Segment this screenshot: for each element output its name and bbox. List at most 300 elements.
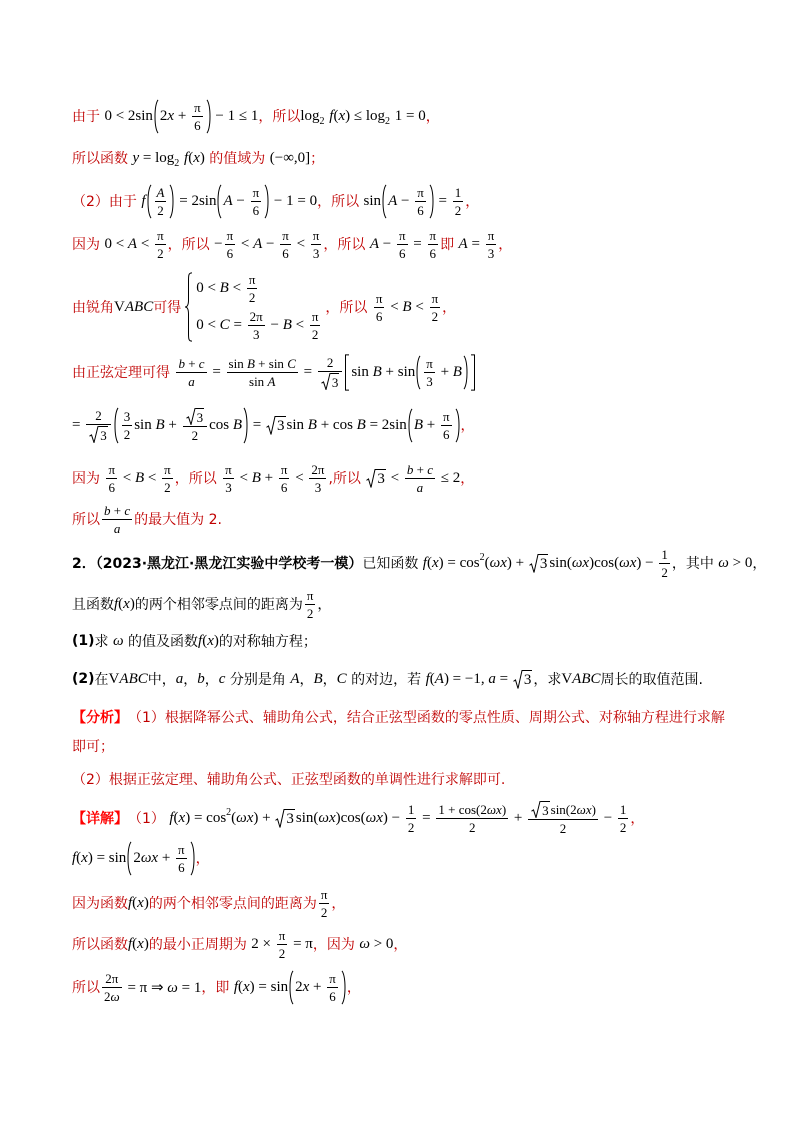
solution-text: 的最大值为 2.	[134, 512, 222, 528]
text-line	[72, 272, 457, 342]
parenthesized-group	[113, 407, 249, 444]
solution-text: ，因为	[312, 937, 360, 953]
math-expression: C	[336, 670, 347, 687]
parenthesized-group	[407, 408, 461, 443]
solution-text: 因为	[72, 237, 105, 253]
math-expression: 2	[248, 290, 256, 305]
math-expression: B +	[413, 416, 439, 433]
math-expression: 2x +	[159, 107, 191, 124]
denominator	[318, 372, 343, 390]
math-expression: sin(ωx)cos(ωx) −	[549, 554, 658, 571]
problem-text: ，求	[533, 672, 562, 688]
subscript: 2	[385, 115, 391, 127]
question-heading: (2)	[72, 671, 95, 687]
question-heading: (1)	[72, 633, 95, 649]
numerator	[618, 802, 629, 819]
math-expression: +	[510, 809, 527, 826]
math-expression: 2	[407, 819, 415, 835]
radical-sign-icon	[321, 373, 331, 390]
numerator	[251, 185, 262, 202]
numerator	[415, 185, 426, 202]
math-expression: 6	[226, 245, 234, 261]
solution-text: 即可；	[72, 739, 114, 755]
math-expression: π	[375, 290, 383, 306]
math-expression: f(x) = cos	[169, 809, 227, 826]
math-expression: 2	[278, 945, 286, 961]
fraction	[155, 228, 166, 261]
solution-text: 的最小正周期为	[148, 937, 252, 953]
numerator	[406, 802, 417, 819]
math-expression: 1 + cos(2ωx)	[438, 801, 507, 817]
math-expression: =	[409, 235, 426, 252]
math-expression: A −	[369, 235, 395, 252]
fraction	[441, 409, 452, 442]
denominator	[618, 819, 629, 835]
denominator	[102, 988, 122, 1004]
fraction	[247, 272, 258, 305]
solution-text: ，即	[201, 980, 234, 996]
math-expression: 3	[225, 479, 232, 495]
numerator	[247, 272, 258, 289]
radicand: 3	[286, 810, 294, 827]
math-expression: a	[188, 373, 195, 389]
radicand: 3	[542, 802, 549, 818]
radical-sign-icon	[275, 809, 285, 828]
fraction	[102, 503, 132, 536]
denominator	[374, 308, 385, 324]
numerator	[453, 185, 464, 202]
denominator	[327, 988, 338, 1004]
numerator	[405, 462, 435, 479]
math-expression: < B <	[119, 469, 161, 486]
solution-text: ，	[442, 300, 457, 316]
solution-text: 可得	[153, 300, 182, 316]
solution-text: ，	[346, 980, 361, 996]
math-expression: 2	[123, 426, 131, 442]
math-expression: 3	[123, 408, 131, 424]
denominator	[223, 479, 234, 495]
left-brace-icon	[184, 272, 193, 342]
system-row	[196, 309, 322, 342]
group-content	[153, 185, 169, 218]
fraction	[311, 228, 322, 261]
parenthesized-group	[126, 841, 195, 876]
math-expression: π	[164, 461, 171, 477]
fraction	[176, 356, 206, 389]
fraction	[248, 309, 265, 342]
problem-text: 的两个相邻零点间的距离为	[134, 597, 303, 613]
math-expression: 2ω	[104, 988, 120, 1004]
math-expression: b + c	[178, 355, 205, 371]
numerator	[192, 100, 203, 117]
math-expression: sin	[363, 192, 382, 209]
solution-text: 由于	[72, 109, 105, 125]
math-expression: π	[225, 461, 232, 477]
denominator	[406, 819, 417, 835]
math-expression: 2	[95, 407, 102, 423]
math-expression: 2	[157, 245, 164, 261]
problem-text: 求	[94, 634, 113, 650]
inequality-system	[184, 272, 322, 342]
math-expression: (ωx) +	[231, 809, 275, 826]
math-expression: π	[320, 886, 328, 902]
denominator	[486, 245, 497, 261]
math-expression: 1 = 0	[391, 107, 426, 124]
math-expression: cos B	[209, 416, 243, 433]
numerator	[227, 356, 298, 373]
math-expression: f(x) = sin	[72, 849, 127, 866]
group-content	[351, 355, 469, 390]
fraction	[428, 228, 439, 261]
math-expression: sin B + cos B = 2sin	[286, 416, 407, 433]
math-expression: π	[417, 184, 424, 200]
denominator	[659, 564, 670, 580]
denominator	[176, 373, 206, 389]
radical-sign-icon	[89, 426, 99, 443]
math-expression: 2	[431, 308, 439, 324]
solution-text: ，所以	[167, 237, 215, 253]
numerator	[436, 802, 508, 819]
math-expression: 6	[417, 202, 424, 218]
math-expression: 3	[252, 327, 260, 342]
fraction	[279, 462, 290, 495]
math-expression: 3	[426, 373, 433, 389]
numerator	[327, 971, 338, 988]
math-expression: 2 ×	[251, 935, 275, 952]
math-expression: π	[252, 184, 260, 200]
radical-sign-icon	[366, 469, 376, 488]
right-paren-icon	[341, 970, 347, 1005]
math-expression: VABC	[114, 298, 154, 315]
solution-text: （1）根据降幂公式、辅助角公式，结合正弦型函数的零点性质、周期公式、对称轴方程进行求解	[128, 710, 725, 726]
math-expression: 3	[314, 479, 322, 495]
problem-text: ，	[299, 672, 314, 688]
fraction	[227, 356, 298, 389]
numerator	[319, 887, 330, 904]
math-expression: f(x)	[114, 595, 135, 612]
text-line	[72, 395, 475, 455]
fraction	[309, 462, 326, 495]
solution-text: ，所以	[317, 194, 364, 210]
radical-sign-icon	[266, 416, 276, 435]
system-row	[196, 272, 322, 305]
math-expression: =	[249, 416, 266, 433]
math-expression: − 1 ≤ 1	[211, 107, 259, 124]
fraction	[659, 547, 670, 580]
solution-text: 所以	[72, 512, 100, 528]
math-expression: 0 < A <	[104, 235, 154, 252]
solution-text: ，	[331, 896, 346, 912]
section-label: 【分析】	[72, 710, 128, 726]
solution-text: ，所以	[174, 471, 222, 487]
math-expression: 6	[108, 479, 115, 495]
left-paren-icon	[288, 970, 294, 1005]
math-expression: (−∞,0]	[269, 149, 311, 166]
radical-sign-icon	[186, 408, 196, 425]
fraction	[86, 408, 111, 443]
math-expression: π	[306, 587, 314, 603]
denominator	[428, 245, 439, 261]
solution-text: （2）根据正弦定理、辅助角公式、正弦型函数的单调性进行求解即可.	[72, 772, 506, 788]
fraction	[430, 291, 441, 324]
math-expression: f(x) ≤ log	[329, 107, 386, 124]
math-expression: π	[398, 227, 406, 243]
math-expression: b + c	[104, 502, 131, 518]
solution-text: 由锐角	[72, 300, 114, 316]
fraction	[397, 228, 408, 261]
denominator	[280, 245, 291, 261]
denominator	[155, 245, 166, 261]
solution-text: ，所以	[258, 109, 301, 125]
math-expression: 3	[312, 245, 320, 261]
denominator	[227, 373, 298, 389]
denominator	[430, 308, 441, 324]
problem-text: ，	[752, 556, 767, 572]
solution-text: ，	[460, 418, 475, 434]
math-expression: 2	[311, 327, 319, 342]
problem-text: 中，	[147, 672, 176, 688]
problem-text: 已知函数	[362, 556, 423, 572]
math-expression: f(x)	[128, 894, 149, 911]
group-content	[422, 356, 462, 389]
parenthesized-group	[415, 355, 469, 390]
math-expression: 2	[306, 605, 314, 621]
math-expression: =	[299, 363, 316, 380]
parenthesized-group	[288, 970, 347, 1005]
fraction	[102, 971, 122, 1004]
math-expression: <	[291, 469, 308, 486]
radical-sign-icon	[531, 801, 541, 818]
solution-text: 由正弦定理可得	[72, 365, 175, 381]
math-expression: π	[429, 227, 437, 243]
square-root	[275, 809, 295, 828]
right-bracket-icon	[470, 354, 476, 391]
solution-text: ，所以	[325, 300, 372, 316]
math-expression: sin B + sin	[351, 363, 416, 380]
fraction	[251, 185, 262, 218]
solution-text: ；	[310, 151, 325, 167]
math-expression: π	[329, 970, 336, 986]
numerator	[155, 228, 166, 245]
math-expression: π	[178, 841, 185, 857]
denominator	[183, 427, 208, 443]
solution-text: 的值域为	[204, 151, 270, 167]
radicand: 3	[331, 374, 339, 390]
fraction	[176, 842, 187, 875]
math-expression: B	[313, 670, 323, 687]
denominator	[311, 245, 322, 261]
numerator	[277, 928, 288, 945]
fraction	[310, 309, 321, 342]
math-expression: 6	[329, 988, 336, 1004]
square-root	[266, 416, 286, 435]
text-line	[72, 342, 476, 402]
math-expression: ω	[113, 632, 124, 649]
math-expression: A =	[458, 235, 484, 252]
superscript: 2	[479, 551, 485, 563]
math-expression: π	[194, 99, 201, 115]
numerator	[318, 355, 343, 372]
fraction	[318, 355, 343, 390]
math-expression: π	[248, 272, 256, 287]
math-expression: < B +	[235, 469, 277, 486]
math-expression: 2ωx +	[133, 849, 175, 866]
denominator	[122, 426, 133, 442]
math-expression: π	[442, 408, 450, 424]
fraction	[374, 291, 385, 324]
math-expression: c	[218, 670, 226, 687]
denominator	[436, 819, 508, 835]
math-expression: 2π	[249, 309, 263, 324]
denominator	[247, 289, 258, 305]
math-expression: π	[311, 309, 319, 324]
math-expression: −	[599, 809, 616, 826]
math-expression: ω > 0	[359, 935, 394, 952]
solution-text: 所以	[72, 980, 100, 996]
math-expression: log	[300, 107, 320, 124]
numerator	[309, 462, 326, 479]
left-paren-icon	[113, 407, 119, 444]
math-expression: 2	[469, 819, 476, 835]
problem-text: 的值及函数	[123, 634, 199, 650]
math-expression: 1	[619, 801, 627, 817]
fraction	[122, 409, 133, 442]
problem-text: ，	[322, 672, 337, 688]
radicand: 3	[539, 555, 548, 572]
solution-text: （1）	[128, 811, 170, 827]
math-expression: A	[290, 670, 300, 687]
math-expression: sin B +	[134, 416, 181, 433]
problem-text: 周长的取值范围.	[600, 672, 703, 688]
math-expression: 2π	[105, 970, 119, 986]
math-expression: 6	[375, 308, 383, 324]
solution-text: 的两个相邻零点间的距离为	[148, 896, 317, 912]
fraction	[280, 228, 291, 261]
numerator	[86, 408, 111, 425]
math-expression: 2	[326, 354, 334, 370]
right-paren-icon	[243, 407, 249, 444]
math-expression: VABC	[108, 670, 148, 687]
math-expression: 2	[619, 819, 627, 835]
fraction	[453, 185, 464, 218]
solution-text: ，	[630, 811, 645, 827]
right-paren-icon	[463, 355, 469, 390]
problem-text: ，	[183, 672, 198, 688]
square-root	[529, 554, 549, 573]
fraction	[415, 185, 426, 218]
math-expression: 1	[407, 801, 415, 817]
square-root	[89, 426, 108, 443]
numerator	[155, 185, 167, 202]
right-paren-icon	[455, 408, 461, 443]
numerator	[162, 462, 173, 479]
math-expression: f(x) = cos	[422, 554, 480, 571]
problem-text: 且函数	[72, 597, 114, 613]
math-expression: − 1 = 0	[270, 192, 318, 209]
square-root	[513, 670, 533, 689]
radicand: 3	[523, 671, 532, 688]
solution-text: ，	[393, 937, 408, 953]
math-expression: − B <	[266, 317, 308, 333]
radicand: 3	[100, 427, 107, 443]
math-expression: 3	[487, 245, 495, 261]
numerator	[441, 409, 452, 426]
denominator	[309, 479, 326, 495]
text-line	[72, 687, 725, 747]
fraction	[406, 802, 417, 835]
denominator	[225, 245, 236, 261]
math-expression: 6	[282, 245, 289, 261]
math-expression: 6	[280, 479, 288, 495]
math-expression: 2π	[311, 461, 325, 477]
math-expression: 2	[559, 820, 567, 836]
denominator	[424, 373, 435, 389]
denominator	[397, 245, 408, 261]
radical-sign-icon	[513, 670, 523, 689]
math-expression: A −	[388, 192, 414, 209]
denominator	[248, 326, 265, 342]
numerator	[528, 801, 598, 820]
solution-text: 所以函数	[72, 937, 128, 953]
math-expression: 2	[164, 479, 171, 495]
left-bracket-icon	[344, 354, 350, 391]
fraction	[327, 971, 338, 1004]
radicand: 3	[377, 470, 385, 487]
math-expression: 0 < C =	[196, 317, 246, 333]
math-expression: f(A) = −1, a =	[425, 670, 512, 687]
problem-text: 的对边，若	[346, 672, 426, 688]
math-expression: ω > 0	[718, 554, 753, 571]
group-content	[133, 842, 188, 875]
text-line	[72, 214, 512, 274]
left-paren-icon	[415, 355, 421, 390]
denominator	[279, 479, 290, 495]
solution-text: ，	[460, 471, 475, 487]
fraction	[405, 462, 435, 495]
numerator	[305, 588, 316, 605]
math-expression: =	[418, 809, 435, 826]
solution-text: 因为	[72, 471, 105, 487]
group-content	[223, 185, 263, 218]
solution-text: ，	[498, 237, 513, 253]
math-expression: f(x)	[198, 632, 219, 649]
math-expression: + B	[436, 363, 462, 380]
fraction	[528, 801, 598, 836]
math-expression: π	[282, 227, 289, 243]
math-expression: 2x +	[295, 978, 326, 995]
math-expression: 1	[454, 184, 462, 200]
fraction	[486, 228, 497, 261]
numerator	[248, 309, 265, 326]
math-expression: y = log	[132, 149, 175, 166]
denominator	[86, 425, 111, 443]
math-expression: f	[141, 192, 146, 209]
fraction	[618, 802, 629, 835]
subscript: 2	[319, 115, 325, 127]
solution-text: ，所以	[323, 237, 370, 253]
bracketed-group	[344, 354, 476, 391]
math-expression: VABC	[561, 670, 601, 687]
fraction	[424, 356, 435, 389]
math-expression: π	[280, 461, 288, 477]
math-expression: 6	[252, 202, 260, 218]
math-expression: b	[197, 670, 205, 687]
numerator	[183, 408, 208, 427]
solution-text: ，	[195, 851, 210, 867]
math-expression: f(x)	[184, 149, 205, 166]
math-expression: ≤ 2	[436, 469, 461, 486]
math-expression: 1	[661, 546, 668, 562]
